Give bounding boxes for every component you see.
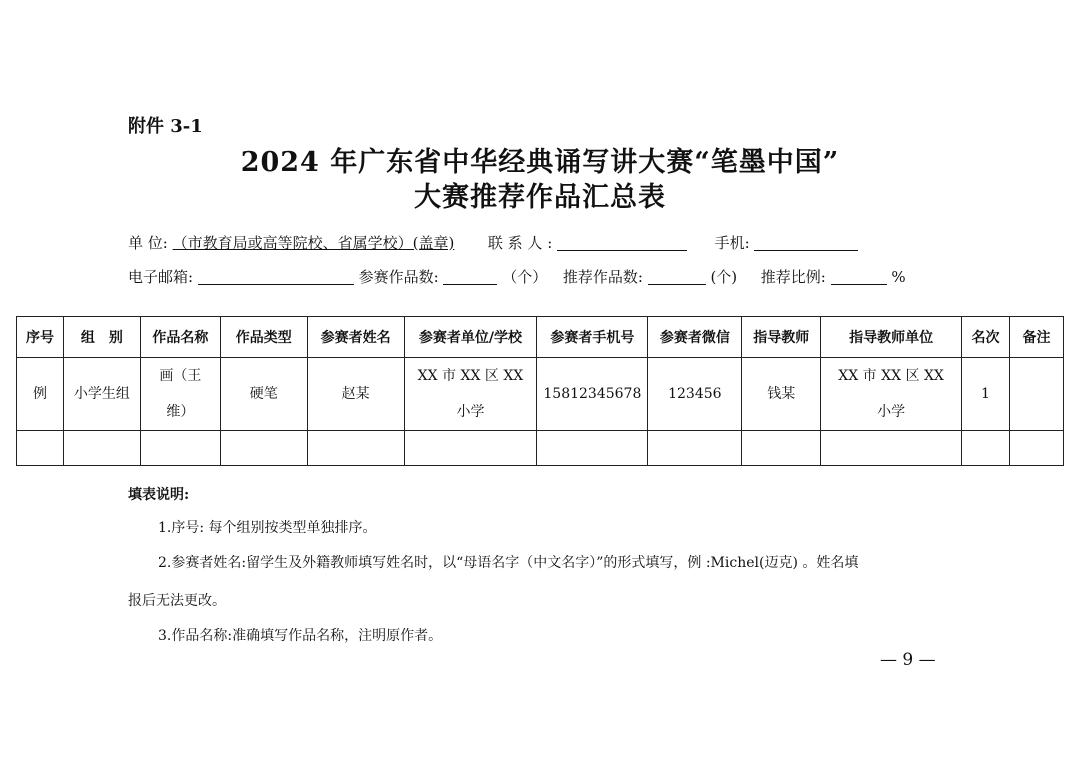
table-cell: 赵某 [307,358,404,431]
email-label: 电子邮箱: [128,268,194,286]
ratio-label: 推荐比例: [760,268,826,286]
summary-table [16,316,1064,466]
works-count-unit: （个） [502,268,548,286]
table-cell[interactable] [140,431,220,466]
attachment-label: 附件 3-1 [128,116,203,137]
contact-field[interactable] [557,234,687,251]
contact-label: 联 系 人 [487,234,543,252]
ratio-field[interactable] [831,268,887,285]
table-cell[interactable] [63,431,140,466]
table-cell: 1 [962,358,1010,431]
table-cell[interactable] [307,431,404,466]
col-header: 指导教师 [742,317,821,358]
table-row-empty [17,431,1064,466]
table-cell: XX 市 XX 区 XX 小学 [821,358,962,431]
unit-label: 单 位: [128,234,168,252]
col-header: 指导教师单位 [821,317,962,358]
phone-label: 手机: [714,234,750,252]
works-count-field[interactable] [443,268,497,285]
table-cell[interactable] [404,431,537,466]
table-cell: 钱某 [742,358,821,431]
note-3: 3.作品名称:准确填写作品名称，注明原作者。 [158,628,443,644]
table-cell: 硬笔 [220,358,307,431]
recommended-count-unit: (个) [710,268,738,286]
form-line-unit [128,232,858,253]
table-cell: 例 [17,358,64,431]
col-header: 作品名称 [140,317,220,358]
table-row [17,358,1064,431]
table-cell: 画（王维） [140,358,220,431]
col-header: 备注 [1009,317,1063,358]
page-title-line2: 大赛推荐作品汇总表 [414,182,666,213]
table-cell [1009,358,1063,431]
table-cell: XX 市 XX 区 XX 小学 [404,358,537,431]
col-header: 组 别 [63,317,140,358]
note-1: 1.序号: 每个组别按类型单独排序。 [158,520,377,536]
page-title-line1: 2024 年广东省中华经典诵写讲大赛“笔墨中国” [240,147,840,178]
recommended-count-label: 推荐作品数: [562,268,643,286]
table-cell[interactable] [962,431,1010,466]
table-header-row [17,317,1064,358]
note-2-line1: 2.参赛者姓名:留学生及外籍教师填写姓名时，以“母语名字（中文名字）”的形式填写，例 :Michel(迈克) 。姓名填 [158,555,859,571]
unit-value: （市教育局或高等院校、省属学校）(盖章) [172,234,455,252]
col-header: 序号 [17,317,64,358]
table-cell[interactable] [1009,431,1063,466]
col-header: 参赛者姓名 [307,317,404,358]
table-cell[interactable] [821,431,962,466]
table-cell: 小学生组 [63,358,140,431]
col-header: 作品类型 [220,317,307,358]
col-header: 参赛者微信 [648,317,742,358]
email-field[interactable] [198,268,354,285]
table-cell[interactable] [742,431,821,466]
col-header: 名次 [962,317,1010,358]
table-cell[interactable] [648,431,742,466]
col-header: 参赛者手机号 [537,317,648,358]
table-cell[interactable] [220,431,307,466]
form-line-email [128,266,906,287]
phone-field[interactable] [754,234,858,251]
page-number: — 9 — [880,650,936,670]
table-cell: 15812345678 [537,358,648,431]
contact-colon: : [547,234,553,252]
table-cell: 123456 [648,358,742,431]
table-cell[interactable] [17,431,64,466]
percent-sign: % [891,268,906,286]
works-count-label: 参赛作品数: [358,268,439,286]
col-header: 参赛者单位/学校 [404,317,537,358]
notes-title: 填表说明: [128,487,190,503]
table-cell[interactable] [537,431,648,466]
recommended-count-field[interactable] [648,268,706,285]
note-2-line2: 报后无法更改。 [128,593,226,609]
